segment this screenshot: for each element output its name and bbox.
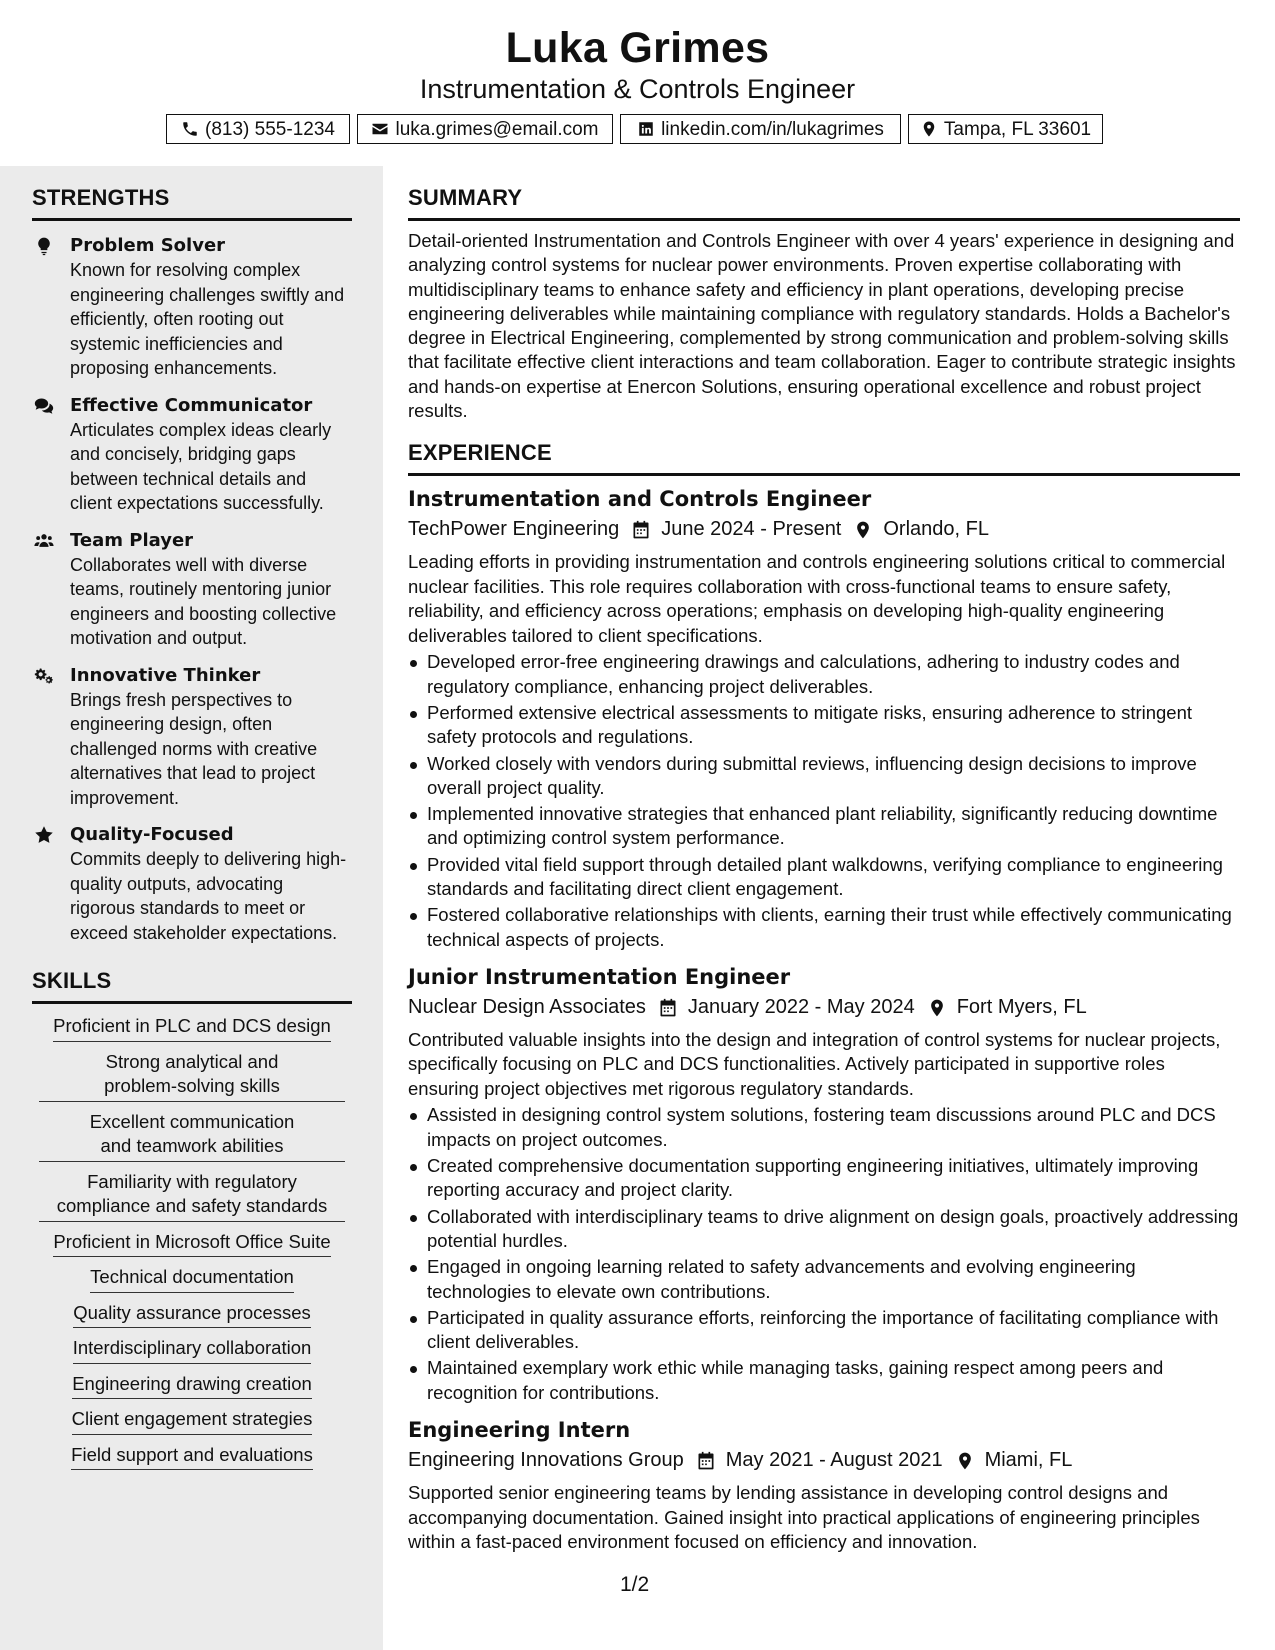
- strength-description: Commits deeply to delivering high-quality outputs, advocating rigorous standards to meet or exceed stakeholder expectations.: [70, 849, 347, 943]
- job-bullets: [408, 650, 1240, 952]
- users-icon: [33, 531, 55, 551]
- sidebar: [0, 166, 383, 1650]
- candidate-name: Luka Grimes: [505, 24, 770, 72]
- contact-phone[interactable]: [166, 114, 350, 144]
- linkedin-icon: [637, 120, 655, 138]
- job-meta: [408, 514, 1240, 544]
- skill-item: Engineering drawing creation: [72, 1372, 312, 1400]
- bullet-item: Provided vital field support through detailed plant walkdowns, verifying compliance to engineering standards and facilitating direct client engagement.: [408, 853, 1240, 902]
- job-title: Junior Instrumentation Engineer: [408, 964, 791, 989]
- contact-phone-text: (813) 555-1234: [205, 118, 335, 140]
- strength-description: Known for resolving complex engineering challenges swiftly and efficiently, often rooting out systemic inefficiencies and proposing enhancements.: [70, 260, 345, 378]
- bullet-item: Developed error-free engineering drawings and calculations, adhering to industry codes and regulatory compliance, enhancing project deliverables.: [408, 650, 1240, 699]
- job-dates: June 2024 - Present: [661, 518, 842, 541]
- contact-location-text: Tampa, FL 33601: [943, 118, 1092, 140]
- skill-item: Proficient in PLC and DCS design: [53, 1014, 331, 1042]
- bullet-item: Implemented innovative strategies that enhanced plant reliability, significantly reducing downtime and optimizing control system performance.: [408, 802, 1240, 851]
- strength-description: Brings fresh perspectives to engineering design, often challenged norms with creative alternatives that lead to project improvement.: [70, 689, 318, 808]
- job-location: Miami, FL: [984, 1449, 1073, 1471]
- job-description: Leading efforts in providing instrumentation and controls engineering solutions critical to commercial nuclear facilities. This role requires collaboration with cross-functional teams to ensure safety, reliability, and efficiency across operations; emphasis on developing high-quality engineering deliverables tailored to client specifications.: [408, 551, 1226, 646]
- job-company: Nuclear Design Associates: [408, 995, 646, 1018]
- job-meta: [408, 992, 1240, 1022]
- calendar-icon: [631, 519, 651, 539]
- skill-item: Client engagement strategies: [72, 1407, 313, 1435]
- job-description: Contributed valuable insights into the design and integration of control systems for nuclear projects, specifically focusing on PLC and DCS functionalities. Actively participated in supportive roles ensuring project objectives met rigorous regulatory standards.: [408, 1028, 1221, 1099]
- job-company: Engineering Innovations Group: [408, 1449, 684, 1471]
- contact-bar: [0, 114, 1275, 146]
- strength-description: Collaborates well with diverse teams, routinely mentoring junior engineers and boosting collective motivation and output.: [70, 554, 337, 648]
- strength-name: Effective Communicator: [70, 394, 313, 416]
- star-icon: [33, 825, 55, 845]
- bullet-item: Assisted in designing control system solutions, fostering team discussions around PLC and DCS impacts on project outcomes.: [408, 1103, 1240, 1152]
- job-entry: [408, 1415, 1240, 1555]
- job-dates: January 2022 - May 2024: [687, 995, 915, 1018]
- job-location: Orlando, FL: [883, 518, 989, 541]
- skill-item: Interdisciplinary collaboration: [73, 1336, 312, 1364]
- envelope-icon: [371, 120, 389, 138]
- strength-item: [32, 823, 352, 945]
- map-pin-icon: [955, 1450, 975, 1470]
- skill-item: Technical documentation: [90, 1265, 294, 1293]
- strength-description: Articulates complex ideas clearly and concisely, bridging gaps between technical details and client expectations successfully.: [70, 419, 332, 513]
- job-bullets: [408, 1103, 1240, 1405]
- calendar-icon: [696, 1450, 716, 1470]
- strength-name: Quality-Focused: [70, 824, 234, 845]
- bullet-item: Maintained exemplary work ethic while managing tasks, gaining respect among peers and recognition for contributions.: [408, 1356, 1240, 1405]
- strength-item: [32, 234, 352, 381]
- phone-icon: [181, 120, 199, 138]
- skill-item: Field support and evaluations: [71, 1443, 313, 1471]
- bullet-item: Participated in quality assurance efforts, reinforcing the importance of facilitating compliance with client deliverables.: [408, 1306, 1240, 1355]
- contact-email[interactable]: [357, 114, 613, 144]
- job-title: Instrumentation and Controls Engineer: [408, 487, 872, 512]
- job-entry: [408, 484, 1240, 952]
- bullet-item: Engaged in ongoing learning related to safety advancements and evolving engineering technologies to elevate own contributions.: [408, 1255, 1240, 1304]
- strength-item: [32, 529, 352, 651]
- job-title: Engineering Intern: [408, 1418, 631, 1442]
- skill-item: Proficient in Microsoft Office Suite: [53, 1230, 330, 1258]
- skill-item: Excellent communication and teamwork abilities: [39, 1110, 345, 1162]
- strength-name: Problem Solver: [70, 235, 226, 256]
- candidate-title: Instrumentation & Controls Engineer: [419, 74, 856, 104]
- skill-item: Familiarity with regulatory compliance and safety standards: [39, 1170, 345, 1222]
- job-dates: May 2021 - August 2021: [725, 1449, 943, 1471]
- strength-name: Innovative Thinker: [70, 664, 261, 686]
- job-description: Supported senior engineering teams by lending assistance in developing control designs and accompanying documentation. Gained insight into practical applications of engineering principles within a fast-paced environment focused on efficiency and innovation.: [408, 1482, 1200, 1552]
- map-pin-icon: [853, 519, 873, 539]
- comments-icon: [33, 396, 55, 416]
- bullet-item: Collaborated with interdisciplinary teams to drive alignment on design goals, proactively addressing potential hurdles.: [408, 1205, 1240, 1254]
- job-company: TechPower Engineering: [408, 518, 620, 541]
- skills-list: [32, 1014, 352, 1470]
- main-content: [408, 166, 1240, 1555]
- job-location: Fort Myers, FL: [956, 995, 1087, 1018]
- bullet-item: Performed extensive electrical assessments to mitigate risks, ensuring adherence to stringent safety protocols and regulations.: [408, 701, 1240, 750]
- strength-item: [32, 394, 352, 516]
- resume-header: [0, 0, 1275, 166]
- gears-icon: [33, 666, 55, 686]
- summary-heading: SUMMARY: [408, 184, 1240, 221]
- bullet-item: Worked closely with vendors during submittal reviews, influencing design decisions to improve overall project quality.: [408, 752, 1240, 801]
- strength-item: [32, 664, 352, 811]
- bullet-item: Created comprehensive documentation supporting engineering initiatives, ultimately improving reporting accuracy and project clarity.: [408, 1154, 1240, 1203]
- lightbulb-icon: [33, 236, 55, 256]
- calendar-icon: [658, 997, 678, 1017]
- skill-item: Quality assurance processes: [73, 1301, 311, 1329]
- map-pin-icon: [920, 120, 938, 138]
- strength-name: Team Player: [70, 529, 194, 551]
- contact-linkedin-text: linkedin.com/in/lukagrimes: [661, 118, 884, 140]
- map-pin-icon: [927, 997, 947, 1017]
- contact-email-text: luka.grimes@email.com: [395, 118, 599, 140]
- skill-item: Strong analytical and problem-solving skills: [39, 1050, 345, 1102]
- contact-location: [908, 114, 1103, 144]
- strengths-heading: STRENGTHS: [32, 184, 352, 221]
- page-number: 1/2: [620, 1573, 650, 1596]
- job-meta: [408, 1445, 1240, 1475]
- experience-heading: EXPERIENCE: [408, 439, 1240, 476]
- job-entry: [408, 962, 1240, 1405]
- summary-text: Detail-oriented Instrumentation and Controls Engineer with over 4 years' experience in designing and analyzing control systems for nuclear power environments. Proven expertise collaborating with multidisciplinary teams to enhance safety and efficiency in plant operations, developing precise engineering deliverables while maintaining compliance with regulatory standards. Holds a Bachelor's degree in Electrical Engineering, complemented by strong communication and problem-solving skills that facilitate effective client interactions and team collaboration. Eager to contribute strategic insights and hands-on expertise at Enercon Solutions, ensuring operational excellence and robust project results.: [408, 230, 1236, 422]
- contact-linkedin[interactable]: [620, 114, 901, 144]
- bullet-item: Fostered collaborative relationships with clients, earning their trust while effectively communicating technical aspects of projects.: [408, 903, 1240, 952]
- skills-heading: SKILLS: [32, 967, 352, 1004]
